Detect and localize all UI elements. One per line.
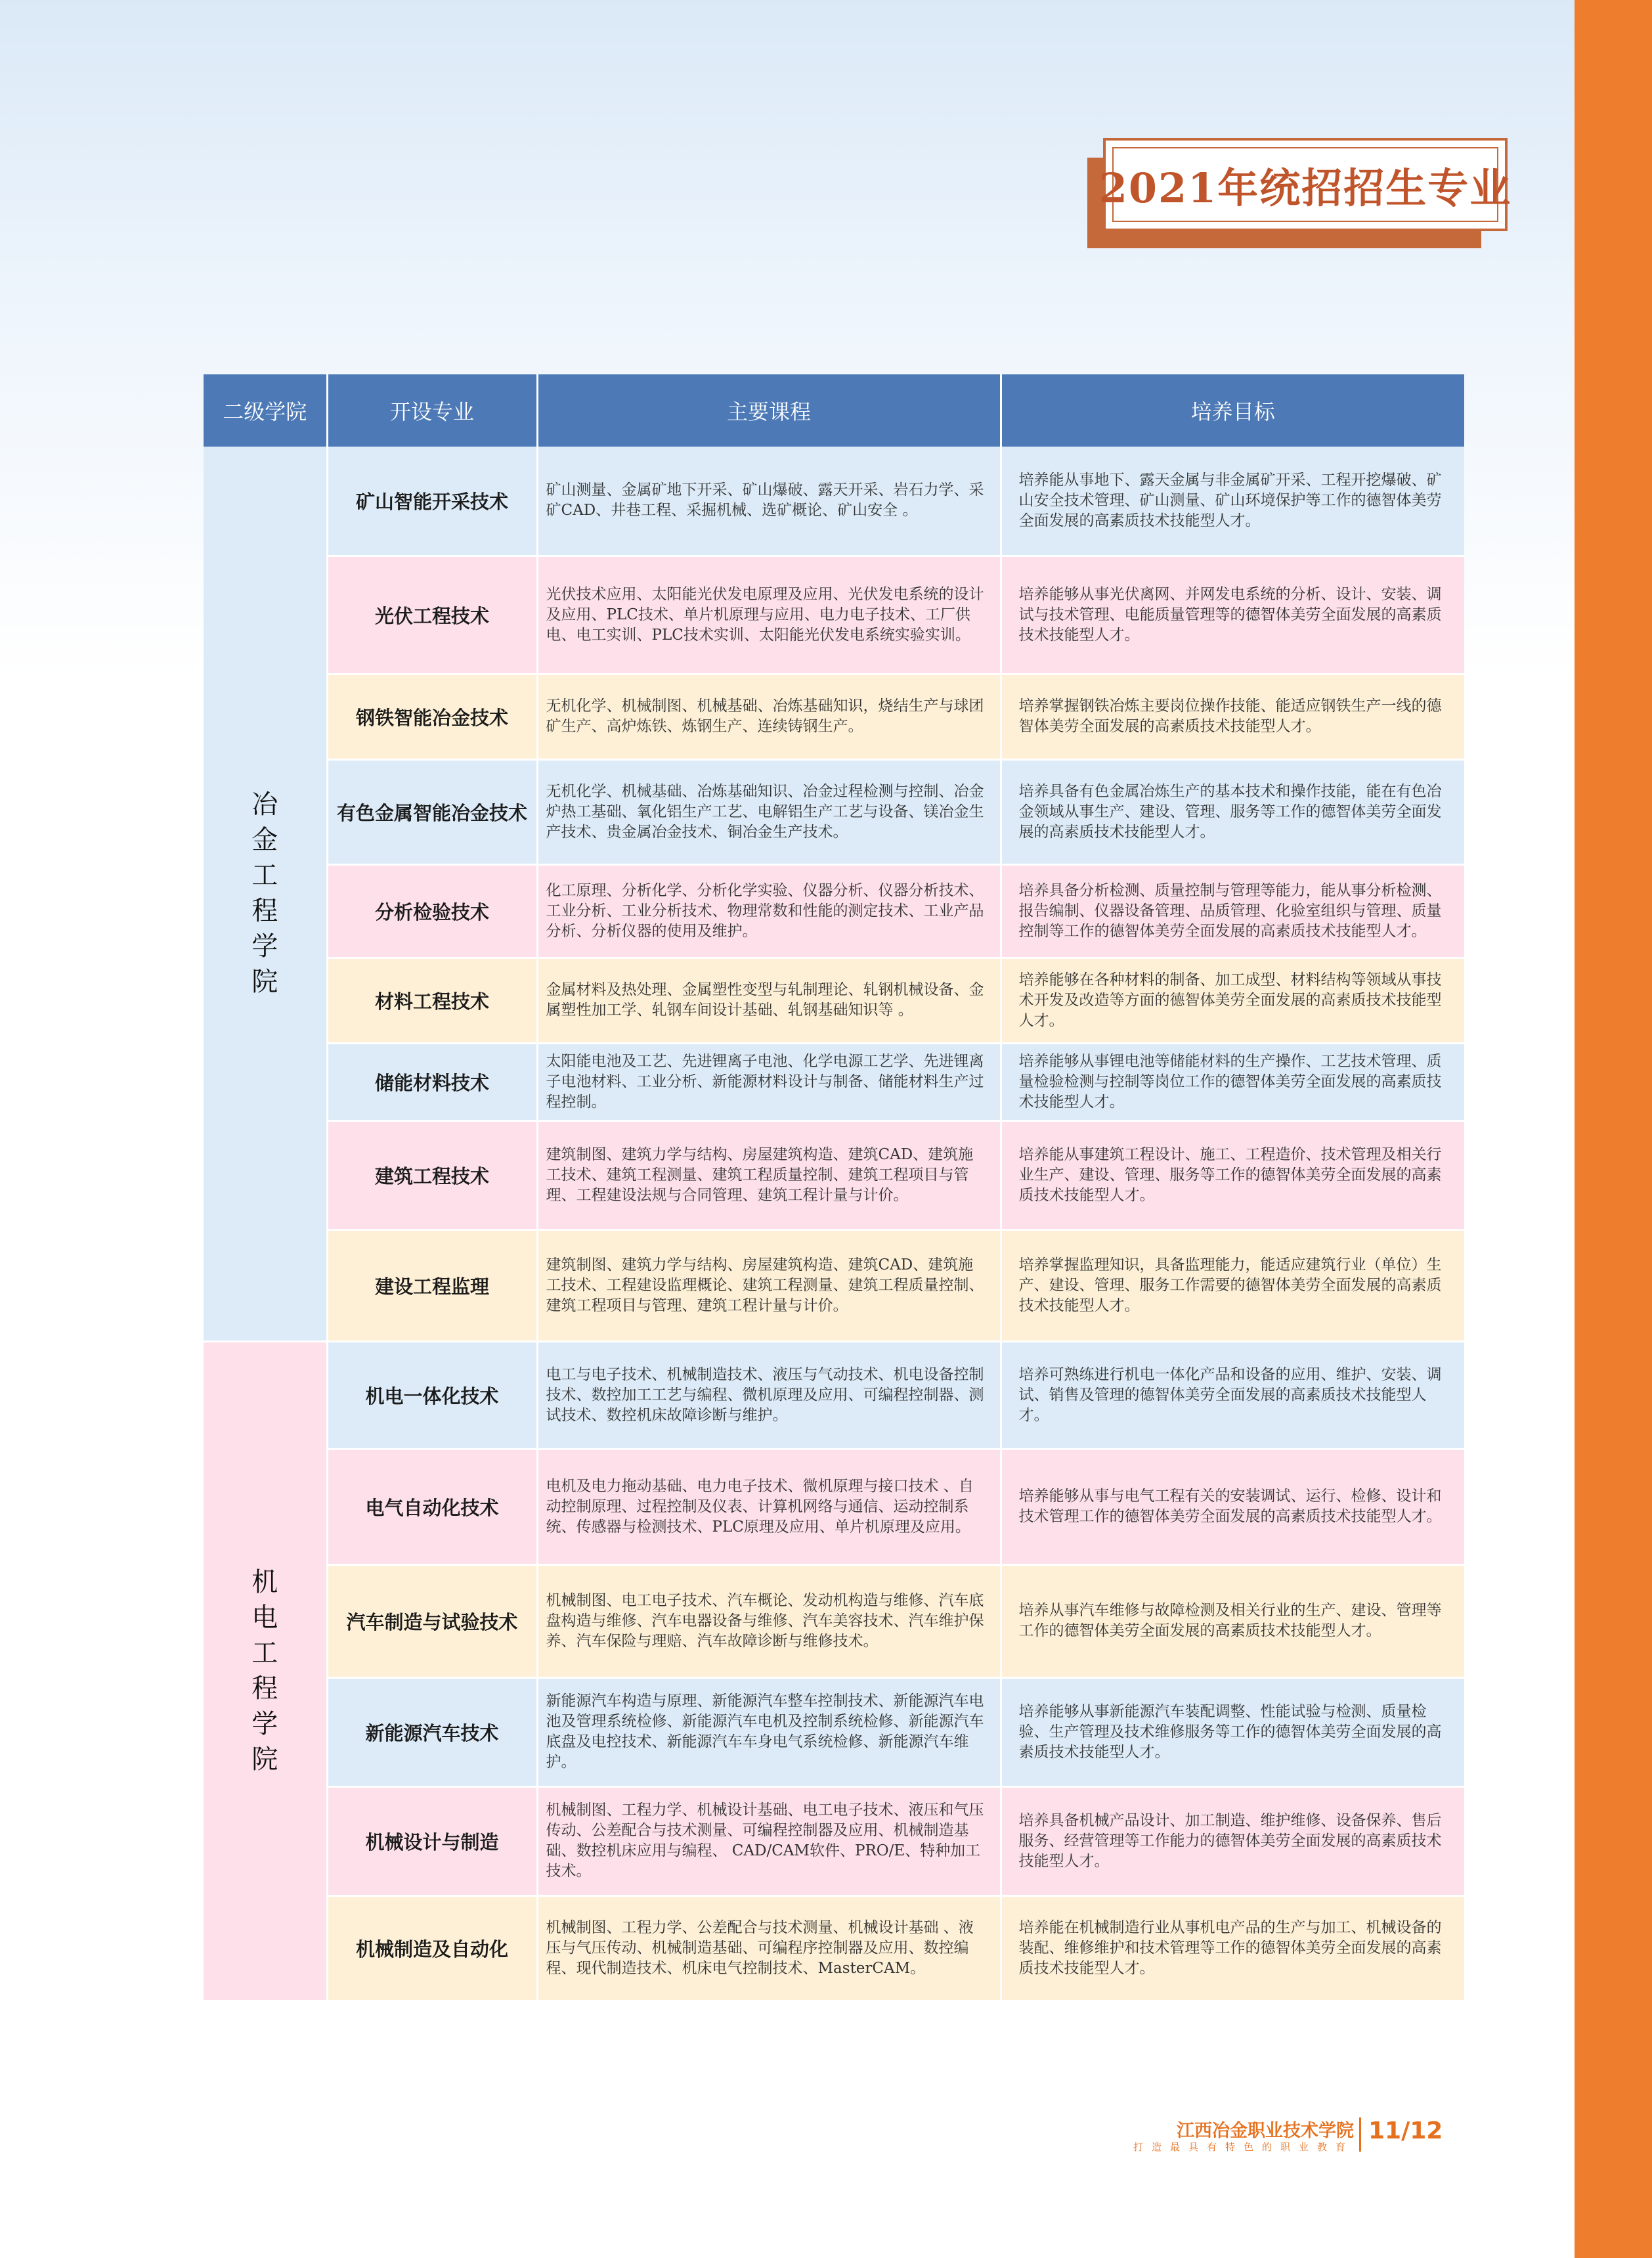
header-college: 二级学院	[204, 374, 327, 447]
college-cell	[204, 1341, 327, 2001]
courses-cell: 无机化学、机械制图、机械基础、冶炼基础知识，烧结生产与球团矿生产、高炉炼铁、炼钢生产、连续铸钢生产。	[537, 674, 1001, 759]
courses-cell: 电工与电子技术、机械制造技术、液压与气动技术、机电设备控制技术、数控加工工艺与编程、微机原理及应用、可编程控制器、测试技术、数控机床故障诊断与维护。	[537, 1341, 1001, 1449]
goal-cell: 培养能从事地下、露天金属与非金属矿开采、工程开挖爆破、矿山安全技术管理、矿山测量、矿山环境保护等工作的德智体美劳全面发展的高素质技术技能型人才。	[1001, 447, 1464, 556]
goal-cell: 培养能够从事与电气工程有关的安装调试、运行、检修、设计和技术管理工作的德智体美劳全面发展的高素质技术技能型人才。	[1001, 1449, 1464, 1564]
table-row	[204, 1564, 1464, 1677]
table-row	[204, 1043, 1464, 1120]
courses-cell: 光伏技术应用、太阳能光伏发电原理及应用、光伏发电系统的设计及应用、PLC技术、单片机原理与应用、电力电子技术、工厂供电、电工实训、PLC技术实训、太阳能光伏发电系统实验实训。	[537, 556, 1001, 674]
page-number: 11/12	[1368, 2117, 1443, 2144]
footer-school-name: 江西冶金职业技术学院	[1177, 2121, 1354, 2141]
header-major: 开设专业	[327, 374, 537, 447]
courses-cell: 建筑制图、建筑力学与结构、房屋建筑构造、建筑CAD、建筑施工技术、建筑工程测量、建筑工程质量控制、建筑工程项目与管理、工程建设法规与合同管理、建筑工程计量与计价。	[537, 1120, 1001, 1229]
title-banner	[1087, 138, 1512, 248]
page-title: 2021年统招招生专业	[1098, 164, 1512, 212]
courses-cell: 电机及电力拖动基础、电力电子技术、微机原理与接口技术 、自动控制原理、过程控制及仪表、计算机网络与通信、运动控制系统、传感器与检测技术、PLC原理及应用、单片机原理及应用。	[537, 1449, 1001, 1564]
table-row	[204, 864, 1464, 958]
goal-cell: 培养能够从事光伏离网、并网发电系统的分析、设计、安装、调试与技术管理、电能质量管理等的德智体美劳全面发展的高素质技术技能型人才。	[1001, 556, 1464, 674]
header-courses: 主要课程	[537, 374, 1001, 447]
footer-slogan: 打造最具有特色的职业教育	[1133, 2141, 1354, 2153]
major-name: 建筑工程技术	[327, 1120, 537, 1229]
goal-cell: 培养掌握监理知识，具备监理能力，能适应建筑行业（单位）生产、建设、管理、服务工作需要的德智体美劳全面发展的高素质技术技能型人才。	[1001, 1229, 1464, 1341]
courses-cell: 太阳能电池及工艺、先进锂离子电池、化学电源工艺学、先进锂离子电池材料、工业分析、新能源材料设计与制备、储能材料生产过程控制。	[537, 1043, 1001, 1120]
table-row	[204, 1229, 1464, 1341]
goal-cell: 培养可熟练进行机电一体化产品和设备的应用、维护、安装、调试、销售及管理的德智体美劳全面发展的高素质技术技能型人才。	[1001, 1341, 1464, 1449]
courses-cell: 化工原理、分析化学、分析化学实验、仪器分析、仪器分析技术、工业分析、工业分析技术、物理常数和性能的测定技术、工业产品分析、分析仪器的使用及维护。	[537, 864, 1001, 958]
table-row	[204, 1120, 1464, 1229]
table-row	[204, 1786, 1464, 1895]
major-name: 机械设计与制造	[327, 1786, 537, 1895]
goal-cell: 培养能够从事锂电池等储能材料的生产操作、工艺技术管理、质量检验检测与控制等岗位工作的德智体美劳全面发展的高素质技术技能型人才。	[1001, 1043, 1464, 1120]
college-name: 机电工程学院	[251, 1567, 278, 1775]
table-row	[204, 1677, 1464, 1786]
title-banner-inner	[1098, 147, 1512, 222]
courses-cell: 机械制图、工程力学、机械设计基础、电工电子技术、液压和气压传动、公差配合与技术测量、可编程控制器及应用、机械制造基础、数控机床应用与编程、 CAD/CAM软件、PRO/E、特种加工技术。	[537, 1786, 1001, 1895]
goal-cell: 培养从事汽车维修与故障检测及相关行业的生产、建设、管理等工作的德智体美劳全面发展的高素质技术技能型人才。	[1001, 1564, 1464, 1677]
courses-cell: 机械制图、电工电子技术、汽车概论、发动机构造与维修、汽车底盘构造与维修、汽车电器设备与维修、汽车美容技术、汽车维护保养、汽车保险与理赔、汽车故障诊断与维修技术。	[537, 1564, 1001, 1677]
goal-cell: 培养具备机械产品设计、加工制造、维护维修、设备保养、售后服务、经营管理等工作能力的德智体美劳全面发展的高素质技术技能型人才。	[1001, 1786, 1464, 1895]
table-row	[204, 1341, 1464, 1449]
courses-cell: 无机化学、机械基础、冶炼基础知识、冶金过程检测与控制、冶金炉热工基础、氧化铝生产工艺、电解铝生产工艺与设备、镁冶金生产技术、贵金属冶金技术、铜冶金生产技术。	[537, 759, 1001, 864]
table-row	[204, 1895, 1464, 2001]
major-name: 汽车制造与试验技术	[327, 1564, 537, 1677]
goal-cell: 培养能在机械制造行业从事机电产品的生产与加工、机械设备的装配、维修维护和技术管理等工作的德智体美劳全面发展的高素质技术技能型人才。	[1001, 1895, 1464, 2001]
major-name: 分析检验技术	[327, 864, 537, 958]
major-name: 光伏工程技术	[327, 556, 537, 674]
goal-cell: 培养具备有色金属冶炼生产的基本技术和操作技能，能在有色冶金领域从事生产、建设、管理、服务等工作的德智体美劳全面发展的高素质技术技能型人才。	[1001, 759, 1464, 864]
major-name: 电气自动化技术	[327, 1449, 537, 1564]
goal-cell: 培养掌握钢铁冶炼主要岗位操作技能、能适应钢铁生产一线的德智体美劳全面发展的高素质技术技能型人才。	[1001, 674, 1464, 759]
table-header-row	[204, 374, 1464, 447]
college-name: 冶金工程学院	[251, 789, 278, 998]
courses-cell: 机械制图、工程力学、公差配合与技术测量、机械设计基础 、液压与气压传动、机械制造基础、可编程序控制器及应用、数控编程、现代制造技术、机床电气控制技术、MasterCAM。	[537, 1895, 1001, 2001]
major-name: 矿山智能开采技术	[327, 447, 537, 556]
major-name: 建设工程监理	[327, 1229, 537, 1341]
header-goal: 培养目标	[1001, 374, 1464, 447]
courses-cell: 金属材料及热处理、金属塑性变型与轧制理论、轧钢机械设备、金属塑性加工学、轧钢车间设计基础、轧钢基础知识等 。	[537, 958, 1001, 1043]
goal-cell: 培养具备分析检测、质量控制与管理等能力，能从事分析检测、报告编制、仪器设备管理、品质管理、化验室组织与管理、质量控制等工作的德智体美劳全面发展的高素质技术技能型人才。	[1001, 864, 1464, 958]
table-row	[204, 1449, 1464, 1564]
footer-divider	[1359, 2117, 1361, 2152]
major-name: 材料工程技术	[327, 958, 537, 1043]
goal-cell: 培养能够从事新能源汽车装配调整、性能试验与检测、质量检验、生产管理及技术维修服务等工作的德智体美劳全面发展的高素质技术技能型人才。	[1001, 1677, 1464, 1786]
table-row	[204, 674, 1464, 759]
courses-cell: 建筑制图、建筑力学与结构、房屋建筑构造、建筑CAD、建筑施工技术、工程建设监理概论、建筑工程测量、建筑工程质量控制、建筑工程项目与管理、建筑工程计量与计价。	[537, 1229, 1001, 1341]
orange-side-band	[1575, 0, 1652, 2258]
goal-cell: 培养能够在各种材料的制备、加工成型、材料结构等领域从事技术开发及改造等方面的德智体美劳全面发展的高素质技术技能型人才。	[1001, 958, 1464, 1043]
majors-table	[204, 374, 1464, 2002]
table-row	[204, 556, 1464, 674]
courses-cell: 新能源汽车构造与原理、新能源汽车整车控制技术、新能源汽车电池及管理系统检修、新能源汽车电机及控制系统检修、新能源汽车底盘及电控技术、新能源汽车车身电气系统检修、新能源汽车维护。	[537, 1677, 1001, 1786]
college-cell	[204, 447, 327, 1341]
major-name: 储能材料技术	[327, 1043, 537, 1120]
title-banner-frame	[1098, 138, 1512, 231]
table-row	[204, 759, 1464, 864]
goal-cell: 培养能从事建筑工程设计、施工、工程造价、技术管理及相关行业生产、建设、管理、服务等工作的德智体美劳全面发展的高素质技术技能型人才。	[1001, 1120, 1464, 1229]
major-name: 钢铁智能冶金技术	[327, 674, 537, 759]
major-name: 机械制造及自动化	[327, 1895, 537, 2001]
table-row	[204, 447, 1464, 556]
table-row	[204, 958, 1464, 1043]
major-name: 新能源汽车技术	[327, 1677, 537, 1786]
major-name: 机电一体化技术	[327, 1341, 537, 1449]
page-footer	[1133, 2114, 1510, 2156]
courses-cell: 矿山测量、金属矿地下开采、矿山爆破、露天开采、岩石力学、采矿CAD、井巷工程、采掘机械、选矿概论、矿山安全 。	[537, 447, 1001, 556]
major-name: 有色金属智能冶金技术	[327, 759, 537, 864]
